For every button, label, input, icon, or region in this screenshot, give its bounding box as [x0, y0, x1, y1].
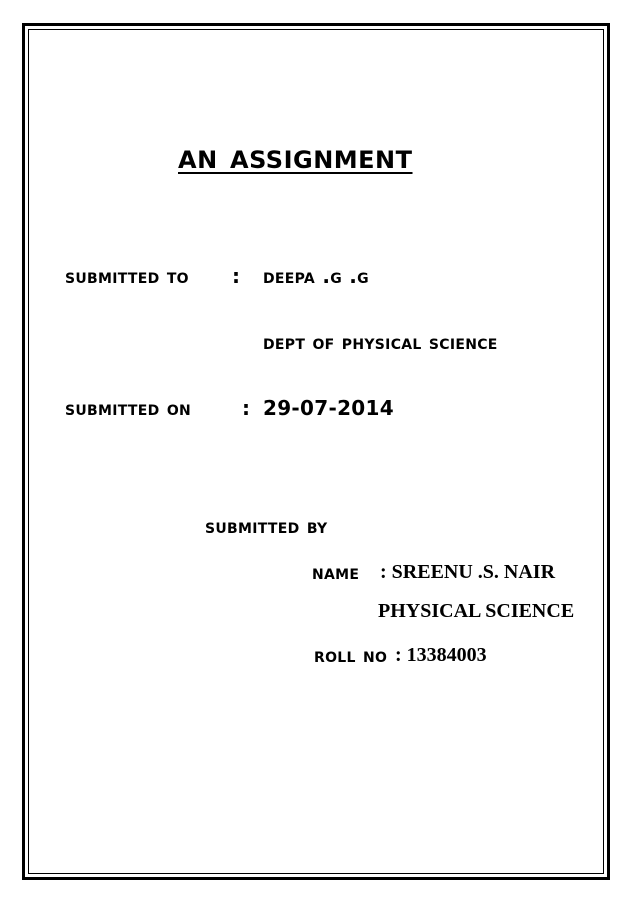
submitted-on-separator: :: [242, 396, 251, 420]
submitted-to-label: submitted to: [65, 264, 189, 288]
student-name-label: name: [312, 560, 360, 584]
submitted-to-name: deepa .g .g: [263, 264, 369, 288]
submitted-on-label: submitted on: [65, 396, 192, 420]
submitted-to-separator: :: [232, 264, 241, 288]
student-name-value: : SREENU .S. NAIR: [380, 561, 556, 583]
submitted-by-heading: submitted by: [205, 514, 328, 538]
submitted-to-department: dept of physical science: [263, 330, 498, 354]
assignment-title: an assignment: [178, 137, 413, 177]
student-department: PHYSICAL SCIENCE: [378, 600, 575, 622]
submitted-on-date: 29-07-2014: [263, 396, 394, 420]
roll-number-label: roll no: [314, 643, 388, 667]
roll-number-value: : 13384003: [395, 644, 487, 666]
